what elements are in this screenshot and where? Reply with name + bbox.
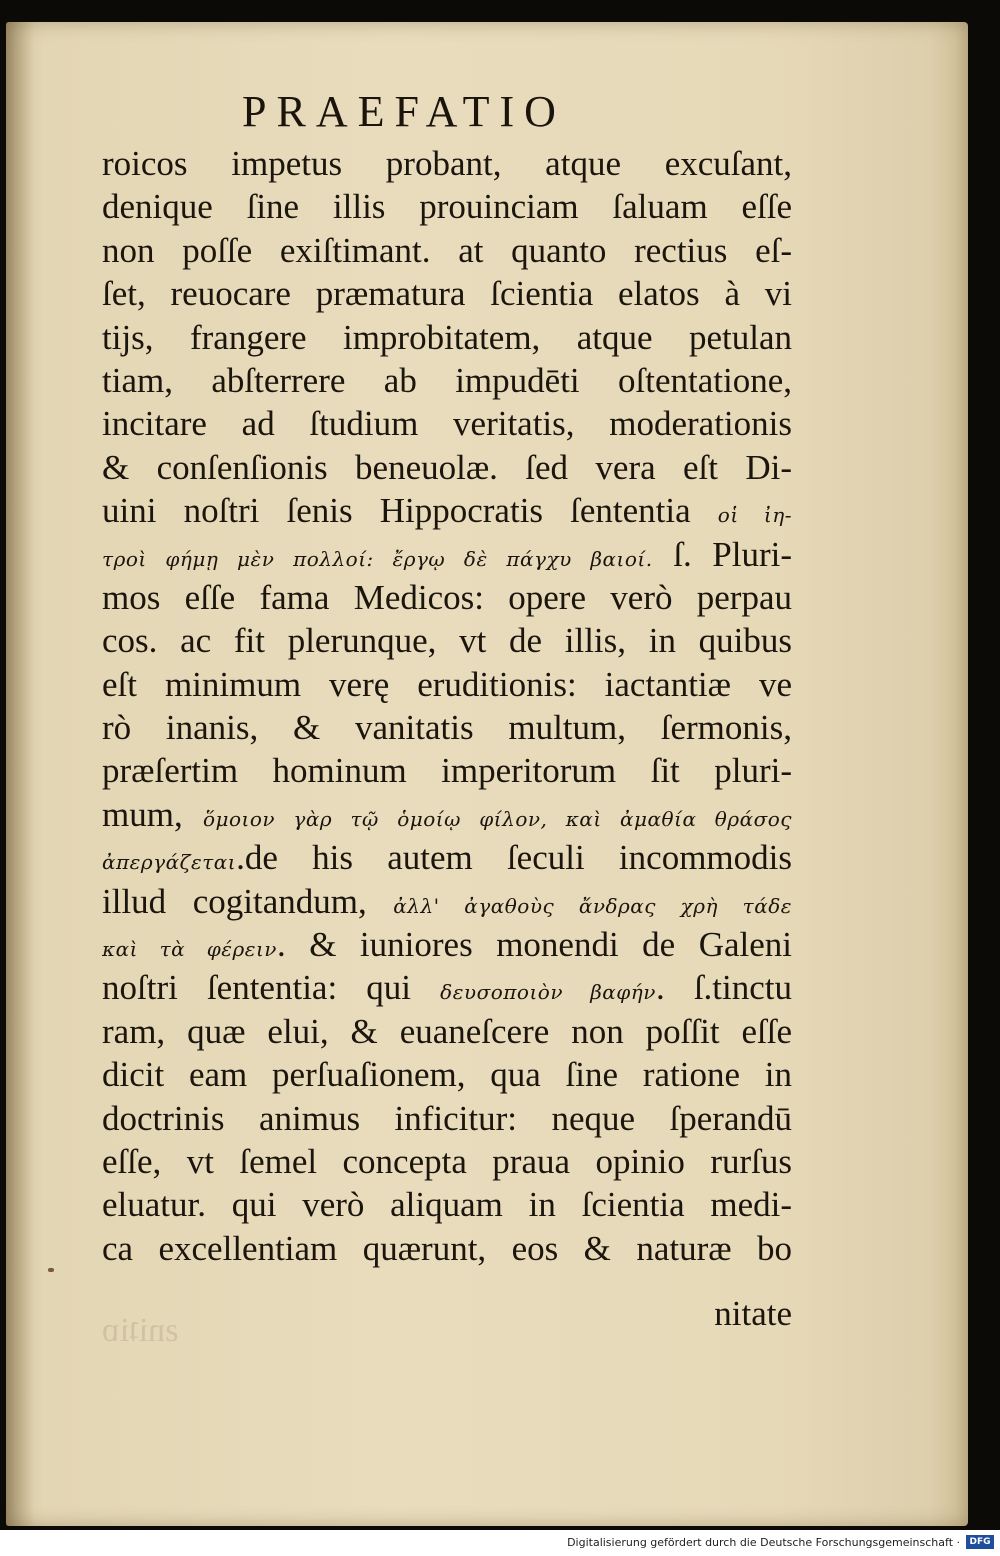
- text-line-with-greek: [102, 793, 792, 836]
- greek-quote: ἀλλ' ἀγαθοὺς ἄνδρας χρὴ τάδε: [393, 893, 792, 918]
- latin-text: uini noſtri ſenis Hippocratis ſententia: [102, 491, 691, 531]
- latin-text: mum,: [102, 794, 183, 834]
- text-line-with-greek: [102, 923, 792, 966]
- text-line-with-greek: [102, 533, 792, 576]
- text-line: eſt minimum verę eruditionis: iactantiæ ve: [102, 664, 792, 704]
- body-text: [102, 142, 792, 1270]
- greek-quote: τροὶ φήμῃ μὲν πολλοί: ἔργῳ δὲ πάγχυ βαιοί.: [102, 546, 653, 571]
- text-line-with-greek: [102, 966, 792, 1009]
- latin-text: . & iuniores monendi de Galeni: [276, 925, 792, 965]
- text-line: doctrinis animus inficitur: neque ſperandū: [102, 1098, 792, 1138]
- greek-quote: ὅμοιον γὰρ τῷ ὁμοίῳ φίλον, καὶ ἀμαθία θράσος: [202, 806, 792, 831]
- text-line-with-greek: [102, 880, 792, 923]
- footer-bar: [0, 1530, 1000, 1556]
- text-line: tijs, frangere improbitatem, atque petulan: [102, 317, 792, 357]
- text-line: non poſſe exiſtimant. at quanto rectius eſ-: [102, 230, 792, 270]
- text-line: cos. ac fit plerunque, vt de illis, in quibus: [102, 621, 792, 661]
- margin-mark: [48, 1268, 54, 1272]
- bleed-through-text: ƨniʇiɒ: [102, 1312, 179, 1349]
- text-line: roicos impetus probant, atque excuſant,: [102, 144, 792, 183]
- text-line: & conſenſionis beneuolæ. ſed vera eſt Di-: [102, 447, 792, 487]
- text-line: rò inanis, & vanitatis multum, ſermonis,: [102, 708, 792, 748]
- text-line: ca excellentiam quærunt, eos & naturæ bo: [102, 1228, 792, 1268]
- text-line: ram, quæ elui, & euaneſcere non poſſit eſſe: [102, 1011, 792, 1051]
- dfg-logo-icon: DFG: [966, 1535, 994, 1549]
- text-line-with-greek: [102, 836, 792, 879]
- latin-text: noſtri ſententia: qui: [102, 968, 412, 1008]
- latin-text: illud cogitandum,: [102, 881, 367, 921]
- catchword: nitate: [714, 1294, 792, 1333]
- text-line-with-greek: [102, 489, 792, 532]
- latin-text: .de his autem ſeculi incommodis: [236, 838, 792, 878]
- text-line: tiam, abſterrere ab impudēti oſtentatione,: [102, 360, 792, 400]
- latin-text: ſ. Pluri-: [673, 534, 792, 574]
- page-gutter-shadow: [6, 22, 34, 1526]
- text-line: ſet, reuocare præmatura ſcientia elatos à vi: [102, 274, 792, 314]
- greek-quote: ἀπεργάζεται: [102, 850, 237, 875]
- text-line: dicit eam perſuaſionem, qua ſine ratione in: [102, 1055, 792, 1095]
- text-line: præſertim hominum imperitorum ſit pluri-: [102, 751, 792, 791]
- text-line: mos eſſe fama Medicos: opere verò perpau: [102, 577, 792, 617]
- text-line: incitare ad ſtudium veritatis, moderationis: [102, 404, 792, 444]
- running-head: PRAEFATIO: [242, 87, 566, 136]
- funding-credit: Digitalisierung gefördert durch die Deutsche Forschungsgemeinschaft ·: [567, 1536, 960, 1549]
- greek-quote: δευσοποιὸν βαφήν: [440, 980, 656, 1005]
- greek-quote: οἱ ἰη-: [717, 503, 792, 528]
- latin-text: . ſ.tinctu: [655, 968, 792, 1008]
- book-page: [6, 22, 968, 1526]
- text-line: denique ſine illis prouinciam ſaluam eſſe: [102, 187, 792, 227]
- greek-quote: καὶ τὰ φέρειν: [102, 937, 277, 962]
- text-line: eluatur. qui verò aliquam in ſcientia medi-: [102, 1185, 792, 1225]
- text-line: eſſe, vt ſemel concepta praua opinio rurſus: [102, 1141, 792, 1181]
